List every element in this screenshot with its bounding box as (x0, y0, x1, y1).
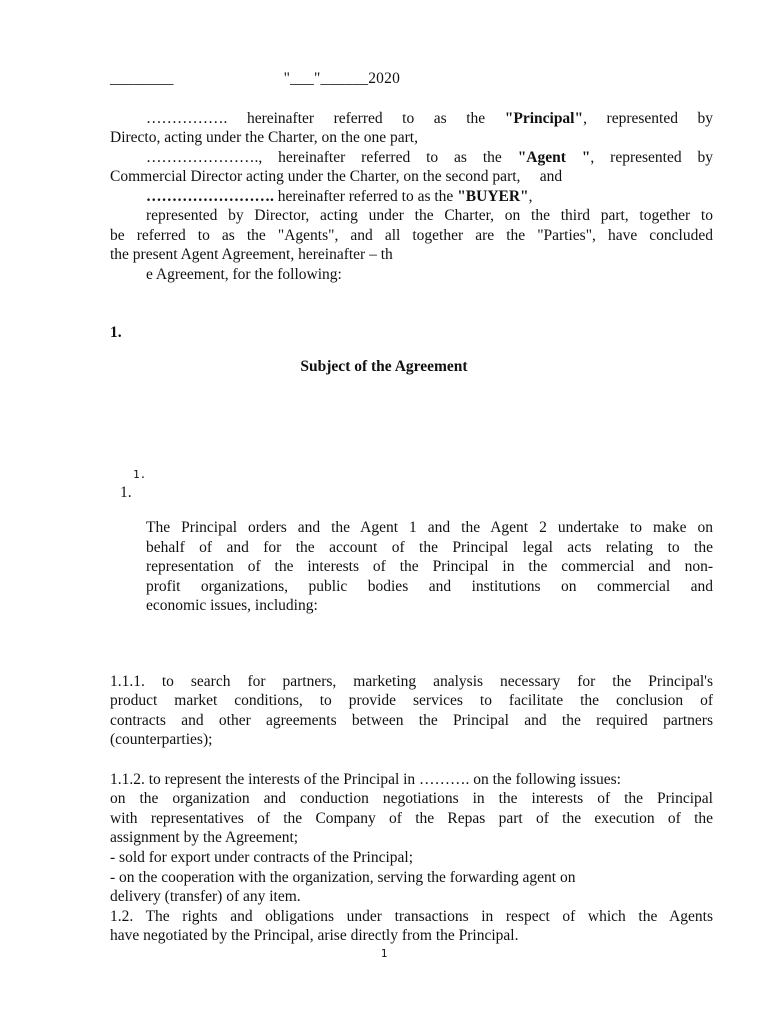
party-buyer-line5: e Agreement, for the following: (146, 266, 342, 283)
clause-111-line2: product market conditions, to provide services to facilitate the conclusion of (110, 692, 713, 709)
party-agent-line2: Commercial Director acting under the Charter, on the second part, and (110, 168, 563, 185)
subject-para-line4: profit organizations, public bodies and institutions on commercial and (146, 578, 713, 595)
party-buyer-line2: represented by Director, acting under the Charter, on the third part, together to (146, 207, 713, 224)
party-principal-line2: Directo, acting under the Charter, on the one part, (110, 129, 418, 146)
clause-12-line2: have negotiated by the Principal, arise directly from the Principal. (110, 927, 519, 944)
agent-label: "Agent " (517, 149, 591, 166)
header-date: "___"______2020 (283, 70, 401, 87)
clause-112-line2: on the organization and conduction negotiations in the interests of the Principal (110, 790, 713, 807)
party-buyer-line1: ……………………. hereinafter referred to as the "BUYER", (146, 188, 533, 205)
party-buyer-line3: be referred to as the "Agents", and all together are the "Parties", have concluded (110, 227, 713, 244)
clause-112-line7: delivery (transfer) of any item. (110, 888, 301, 905)
clause-112-line1: 1.1.2. to represent the interests of the Principal in ………. on the following issues: (110, 771, 621, 788)
clause-111-line4: (counterparties); (110, 731, 213, 748)
clause-12-line1: 1.2. The rights and obligations under transactions in respect of which the Agents (110, 908, 713, 925)
clause-111-line1: 1.1.1. to search for partners, marketing analysis necessary for the Principal's (110, 673, 713, 690)
party-agent-line1: …………………., hereinafter referred to as the "Agent ", represented by (146, 149, 713, 166)
subject-para-line3: representation of the interests of the Principal in the commercial and non- (146, 558, 713, 575)
party-principal-line1: ……………. hereinafter referred to as the "Principal", represented by (146, 110, 714, 127)
clause-112-line5: - sold for export under contracts of the Principal; (110, 849, 414, 866)
clause-111-line3: contracts and other agreements between the Principal and the required partners (110, 712, 713, 729)
header-blank: ________ (110, 70, 174, 87)
section-title: Subject of the Agreement (300, 358, 468, 375)
clause-112-line6: - on the cooperation with the organization, serving the forwarding agent on (110, 869, 576, 886)
subject-para-line1: The Principal orders and the Agent 1 and the Agent 2 undertake to make on (146, 519, 713, 536)
clause-112-line4: assignment by the Agreement; (110, 829, 299, 846)
small-list-number: 1. (133, 468, 147, 481)
subject-para-line5: economic issues, including: (146, 597, 318, 614)
section-number: 1. (110, 324, 122, 341)
principal-label: "Principal" (504, 110, 584, 127)
subject-para-line2: behalf of and for the account of the Principal legal acts relating to the (146, 539, 713, 556)
header-line (110, 69, 713, 89)
party-buyer-line4: the present Agent Agreement, hereinafter – th (110, 246, 393, 263)
clause-112-line3: with representatives of the Company of the Repas part of the execution of the (110, 810, 713, 827)
page-number: 1 (380, 947, 388, 960)
buyer-label: "BUYER" (457, 188, 529, 205)
subsection-number: 1. (120, 484, 132, 501)
